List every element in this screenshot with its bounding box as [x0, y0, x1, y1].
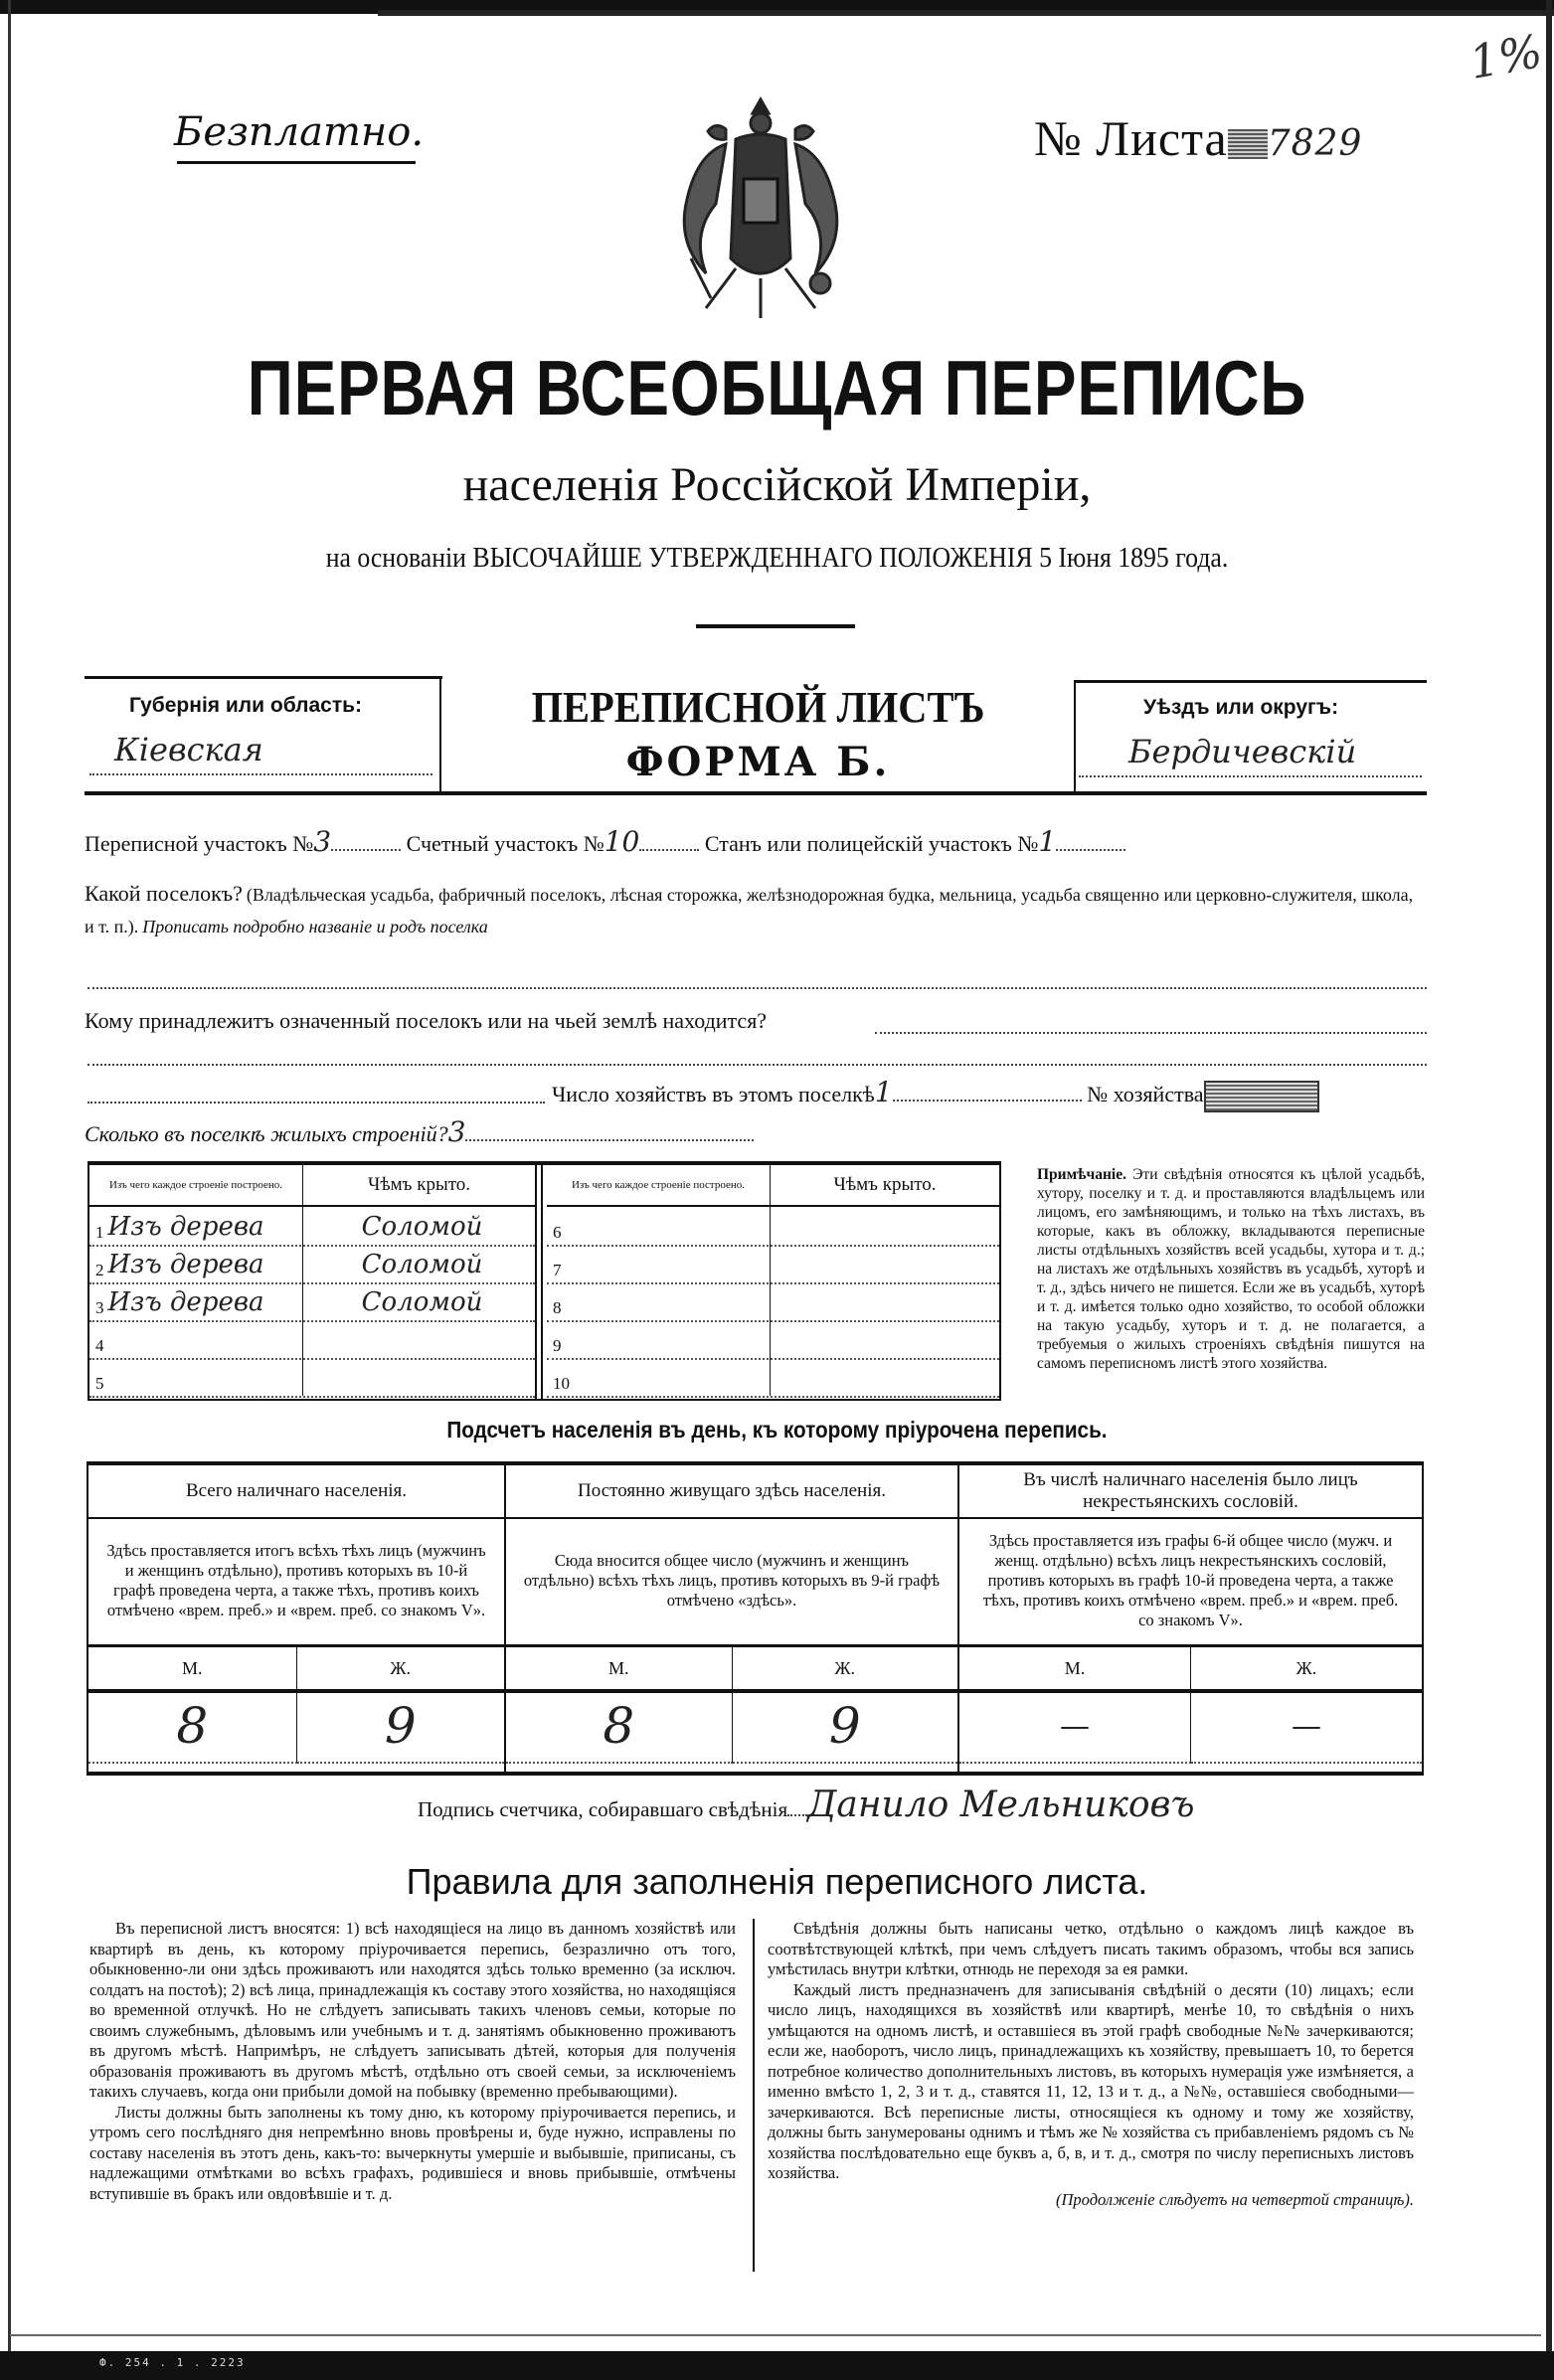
population-table	[86, 1461, 1424, 1776]
household-no-field[interactable]	[1204, 1081, 1319, 1112]
material-cell[interactable]	[89, 1245, 303, 1282]
table-row	[547, 1282, 999, 1322]
female-count-field[interactable]: 9	[733, 1690, 958, 1764]
column-header: Въ числѣ наличнаго населенія было лицъ некрестьянскихъ сословій.	[959, 1465, 1422, 1519]
row-number: 6	[553, 1223, 562, 1242]
column-description: Сюда вносится общее число (мужчинъ и женщинъ отдѣльно) всѣхъ тѣхъ лицъ, противъ которыхъ въ 9-й графѣ отмѣчено «здѣсь».	[523, 1551, 941, 1610]
roof-cell[interactable]	[771, 1207, 999, 1245]
row-number: 8	[553, 1298, 562, 1317]
dotted-line	[465, 1121, 754, 1141]
roof-cell[interactable]	[303, 1320, 535, 1358]
census-section-label: Переписной участокъ №	[85, 831, 314, 856]
document-title: ПЕРВАЯ ВСЕОБЩАЯ ПЕРЕПИСЬ	[247, 344, 1307, 431]
scan-bottom-line	[10, 2334, 1541, 2336]
buildings-field[interactable]: 3	[447, 1115, 466, 1148]
corner-handwritten-note: 1%	[1465, 24, 1547, 89]
roof-value: Соломой	[361, 1250, 483, 1279]
roof-cell[interactable]	[771, 1282, 999, 1320]
double-headed-eagle-emblem-icon	[656, 89, 865, 328]
rules-paragraph: Свѣдѣнія должны быть написаны четко, отдѣльно о каждомъ лицѣ каждое въ соотвѣтствующей клѣткѣ, при чемъ слѣдуетъ писать такимъ образомъ, чтобы вся запись умѣстилась внутри клѣтки, отнюдь не переходя за ея рамки.	[768, 1919, 1414, 1978]
buildings-table-right	[547, 1165, 999, 1399]
row-number: 5	[95, 1374, 104, 1393]
male-female-header	[88, 1644, 504, 1693]
owner-line	[85, 1006, 767, 1036]
owner-field-2[interactable]	[87, 1064, 1427, 1066]
province-field[interactable]: Кіевская	[114, 731, 263, 768]
male-label: М.	[506, 1647, 733, 1689]
scan-border-top-inner	[378, 10, 1554, 16]
table-row	[547, 1320, 999, 1360]
material-cell[interactable]	[89, 1358, 303, 1396]
table-row	[89, 1358, 535, 1398]
roof-value: Соломой	[361, 1287, 483, 1317]
province-label: Губернія или область:	[129, 694, 363, 717]
form-name: ФОРМА Б.	[625, 739, 891, 785]
dotted-line	[89, 773, 432, 775]
household-no-label: № хозяйства	[1087, 1082, 1204, 1106]
form-header-band	[85, 676, 1427, 795]
row-number: 10	[553, 1374, 570, 1393]
counting-section-field[interactable]: 10	[604, 825, 640, 858]
sheet-number-label: № Листа	[1034, 110, 1228, 166]
form-title: ПЕРЕПИСНОЙ ЛИСТЪ	[531, 683, 985, 732]
owner-label: Кому принадлежитъ означенный поселокъ или на чьей землѣ находится?	[85, 1008, 768, 1033]
rule	[85, 676, 442, 679]
note-block	[1037, 1165, 1425, 1373]
material-cell[interactable]	[547, 1282, 771, 1320]
roof-cell[interactable]	[303, 1245, 535, 1282]
dotted-line	[1056, 831, 1125, 851]
settlement-label: Какой поселокъ?	[85, 881, 243, 906]
male-count-field[interactable]: 8	[88, 1690, 297, 1764]
population-column	[506, 1465, 959, 1772]
rules-left-column	[89, 1919, 736, 2204]
rule	[85, 791, 1427, 795]
male-count-field[interactable]: —	[959, 1690, 1191, 1764]
rule	[439, 676, 441, 793]
buildings-table-left	[89, 1165, 535, 1399]
population-title: Подсчетъ населенія въ день, къ которому пріурочена перепись.	[446, 1417, 1108, 1443]
table-row	[89, 1207, 535, 1247]
table-row	[89, 1245, 535, 1284]
census-section-field[interactable]: 3	[313, 825, 332, 858]
scan-border-left	[8, 0, 11, 2380]
roof-cell[interactable]	[771, 1245, 999, 1282]
sheet-number	[1034, 109, 1362, 167]
table-header	[547, 1165, 999, 1207]
free-underline	[177, 161, 416, 164]
female-label: Ж.	[1295, 1657, 1317, 1678]
table-row	[547, 1358, 999, 1398]
sections-line	[85, 827, 1125, 859]
col-material-header: Изъ чего каждое строеніе построено.	[89, 1165, 303, 1205]
material-value: Изъ дерева	[107, 1287, 264, 1317]
dotted-line	[87, 1102, 545, 1104]
rules-divider	[753, 1919, 755, 2272]
signature-label: Подпись счетчика, собиравшаго свѣдѣнія	[418, 1797, 788, 1821]
counting-section-label: Счетный участокъ №	[406, 831, 604, 856]
table-header	[89, 1165, 535, 1207]
col-roof-header: Чѣмъ крыто.	[833, 1174, 937, 1195]
table-row	[547, 1207, 999, 1247]
settlement-instruction: Прописать подробно названіе и родъ поселка	[142, 917, 488, 936]
district-field[interactable]: Бердичевскій	[1128, 733, 1357, 770]
sheet-number-value: 7829	[1267, 123, 1363, 164]
col-roof-header: Чѣмъ крыто.	[367, 1174, 471, 1195]
dotted-line	[787, 1796, 807, 1816]
buildings-table	[87, 1161, 1001, 1401]
values-row	[506, 1690, 957, 1776]
rules-paragraph: Въ переписной листъ вносятся: 1) всѣ находящіеся на лицо въ данномъ хозяйствѣ или квартирѣ въ день, къ которому пріурочивается перепись, безразлично отъ того, обыкновенно-ли они здѣсь проживаютъ или находятся здѣсь только временно (за исключ. солдатъ на постоѣ); 2) всѣ лица, принадлежащія къ составу этого хозяйства, но находящіяся во временной отлучкѣ. Но не слѣдуетъ записывать такихъ членовъ семьи, которые по своимъ служебнымъ, дѣловымъ или учебнымъ и т. д. занятіямъ обыкновенно проживаютъ въ другомъ мѣстѣ. Напримѣръ, не слѣдуетъ записывать дѣтей, которыя для полученія образованія проживаютъ въ другомъ мѣстѣ, отдѣльно отъ своей семьи, за исключеніемъ такихъ случаевъ, когда они прибыли домой на побывку (временно пребывающими).	[89, 1919, 736, 2101]
material-cell[interactable]	[547, 1245, 771, 1282]
male-label: М.	[88, 1647, 297, 1689]
note-title: Примѣчаніе.	[1037, 1166, 1126, 1183]
roof-cell[interactable]	[771, 1320, 999, 1358]
households-field[interactable]: 1	[874, 1076, 893, 1108]
values-row	[959, 1690, 1422, 1776]
material-value: Изъ дерева	[107, 1250, 264, 1279]
column-header: Всего наличнаго населенія.	[88, 1465, 504, 1519]
row-number: 1	[95, 1223, 104, 1242]
material-value: Изъ дерева	[107, 1212, 264, 1242]
male-count-field[interactable]: 8	[506, 1690, 733, 1764]
table-separator	[535, 1165, 543, 1399]
roof-value: Соломой	[361, 1212, 483, 1242]
row-number: 4	[95, 1336, 104, 1355]
roof-cell[interactable]	[771, 1358, 999, 1396]
settlement-hint-2: церковно-служителя, школа, и т. п.).	[85, 885, 1414, 936]
dotted-line	[639, 831, 699, 851]
rules-title: Правила для заполненія переписного листа.	[406, 1861, 1148, 1902]
rule	[1074, 680, 1076, 793]
col-material-header: Изъ чего каждое строеніе построено.	[547, 1165, 771, 1205]
population-column	[959, 1465, 1422, 1772]
female-label: Ж.	[390, 1657, 412, 1678]
rules-paragraph: Листы должны быть заполнены къ тому дню, къ которому пріурочивается перепись, и утромъ сего послѣдняго дня непремѣнно вновь провѣрены и, буде нужно, исправлены по составу населенія въ этотъ день, какъ-то: вычеркнуты умершіе и выбывшіе, приписаны, съ надлежащими отмѣтками во всѣхъ графахъ, родившіеся и вновь прибывшіе, отмѣчены вступившіе въ бракъ или овдовѣвшіе и т. д.	[89, 2102, 736, 2203]
row-number: 9	[553, 1336, 562, 1355]
male-label: М.	[959, 1647, 1191, 1689]
document-subtitle: населенія Россійской Имперіи,	[462, 458, 1092, 511]
free-label: Безплатно.	[174, 109, 425, 155]
column-description: Здѣсь проставляется изъ графы 6-й общее число (мужч. и женщ. отдѣльно) всѣхъ лицъ некрестьянскихъ сословій, противъ которыхъ въ графѣ 10-й проведена черта, а также тѣхъ, противъ коихъ отмѣчено «врем. преб.» и «врем. преб. со знакомъ V».	[982, 1531, 1399, 1629]
roof-cell[interactable]	[303, 1358, 535, 1396]
households-label: Число хозяйствъ въ этомъ поселкѣ	[552, 1082, 875, 1106]
dotted-line	[331, 831, 401, 851]
row-number: 2	[95, 1261, 104, 1279]
scan-border-right	[1546, 0, 1552, 2380]
owner-field[interactable]	[875, 1032, 1427, 1034]
settlement-hint: (Владѣльческая усадьба, фабричный поселокъ, лѣсная сторожка, желѣзнодорожная будка, мельница, усадьба священно или	[246, 885, 1192, 905]
values-row	[88, 1690, 504, 1776]
material-cell[interactable]	[547, 1320, 771, 1358]
population-column	[88, 1465, 506, 1772]
dotted-line	[1079, 775, 1422, 777]
material-cell[interactable]	[89, 1282, 303, 1320]
material-cell[interactable]	[89, 1207, 303, 1245]
district-label: Уѣздъ или округъ:	[1143, 696, 1339, 719]
column-header: Постоянно живущаго здѣсь населенія.	[506, 1465, 957, 1519]
divider	[696, 624, 855, 628]
column-description: Здѣсь проставляется итогъ всѣхъ тѣхъ лицъ (мужчинъ и женщинъ отдѣльно), противъ которыхъ въ 10-й графѣ проведена черта, а также тѣхъ, противъ коихъ отмѣчено «врем. преб.» и «врем. преб. со знакомъ V».	[106, 1541, 486, 1619]
document-basis: на основаніи ВЫСОЧАЙШЕ УТВЕРЖДЕННАГО ПОЛОЖЕНІЯ 5 Іюня 1895 года.	[325, 543, 1229, 574]
female-label: Ж.	[834, 1657, 856, 1678]
sheet-number-stamp	[1228, 129, 1268, 159]
settlement-block	[85, 879, 1427, 943]
police-section-field[interactable]: 1	[1038, 825, 1057, 858]
dotted-line	[893, 1082, 1082, 1102]
row-number: 7	[553, 1261, 562, 1279]
settlement-field-2[interactable]	[87, 987, 1427, 989]
table-row	[89, 1320, 535, 1360]
archive-stamp: Ф. 254 . 1 . 2223	[99, 2356, 246, 2369]
female-count-field[interactable]: —	[1191, 1690, 1422, 1764]
police-section-label: Станъ или полицейскій участокъ №	[704, 831, 1039, 856]
signature-field[interactable]: Данило Мельниковъ	[807, 1785, 1195, 1825]
table-row	[547, 1245, 999, 1284]
signature-line	[418, 1785, 1194, 1825]
rules-paragraph: Каждый листъ предназначенъ для записыванія свѣдѣній о десяти (10) лицахъ; если число лицъ, находящихся въ хозяйствѣ или квартирѣ, менѣе 10, то свѣдѣнія о нихъ умѣщаются на одномъ листѣ, и оставшіеся въ этой графѣ свободные №№ зачеркиваются; если же, наоборотъ, число лицъ, принадлежащихъ къ хозяйству, превышаетъ 10, то берется потребное количество дополнительныхъ листовъ, въ которыхъ нумерація уже измѣняется, а именно вмѣсто 1, 2, 3 и т. д., ставятся 11, 12, 13 и т. д., а №№, оставшіеся свободными—зачеркиваются. Всѣ переписные листы, относящіеся къ одному и тому же хозяйству, должны быть занумерованы однимъ и тѣмъ же № хозяйства съ прибавленіемъ рядомъ съ № хозяйства послѣдовательно еще буквъ а, б, в, и т. д., смотря по числу переписныхъ листовъ хозяйства.	[768, 1979, 1414, 2182]
male-female-header	[506, 1644, 957, 1693]
continuation-note: (Продолженіе слѣдуетъ на четвертой страницѣ).	[1056, 2189, 1414, 2209]
note-text: Эти свѣдѣнія относятся къ цѣлой усадьбѣ, хутору, поселку и т. д. и проставляются владѣльцемъ или лицомъ, его замѣняющимъ, и только на тѣхъ листахъ, въ которые, какъ въ обложку, вкладываются переписные листы отдѣльныхъ хозяйствъ всей усадьбы, хутора и т. д.; на листахъ же отдѣльныхъ хозяйствъ въ усадьбѣ, хуторѣ и т. д., здѣсь ничего не пишется. Если же въ усадьбѣ, хуторѣ и т. д. имѣется только одно хозяйство, то особой обложки на такую усадьбу, хуторъ и т. д. не полагается, а требуемыя о жилыхъ строеніяхъ свѣдѣнія пишутся на самомъ переписномъ листѣ этого хозяйства.	[1037, 1166, 1425, 1372]
roof-cell[interactable]	[303, 1282, 535, 1320]
material-cell[interactable]	[547, 1358, 771, 1396]
material-cell[interactable]	[89, 1320, 303, 1358]
roof-cell[interactable]	[303, 1207, 535, 1245]
households-line	[552, 1078, 1319, 1112]
buildings-line	[85, 1117, 754, 1149]
buildings-label: Сколько въ поселкѣ жилыхъ строеній?	[85, 1121, 448, 1146]
male-female-header	[959, 1644, 1422, 1693]
female-count-field[interactable]: 9	[297, 1690, 505, 1764]
material-cell[interactable]	[547, 1207, 771, 1245]
rules-right-column	[768, 1919, 1414, 2210]
row-number: 3	[95, 1298, 104, 1317]
rule	[1074, 680, 1427, 683]
table-row	[89, 1282, 535, 1322]
